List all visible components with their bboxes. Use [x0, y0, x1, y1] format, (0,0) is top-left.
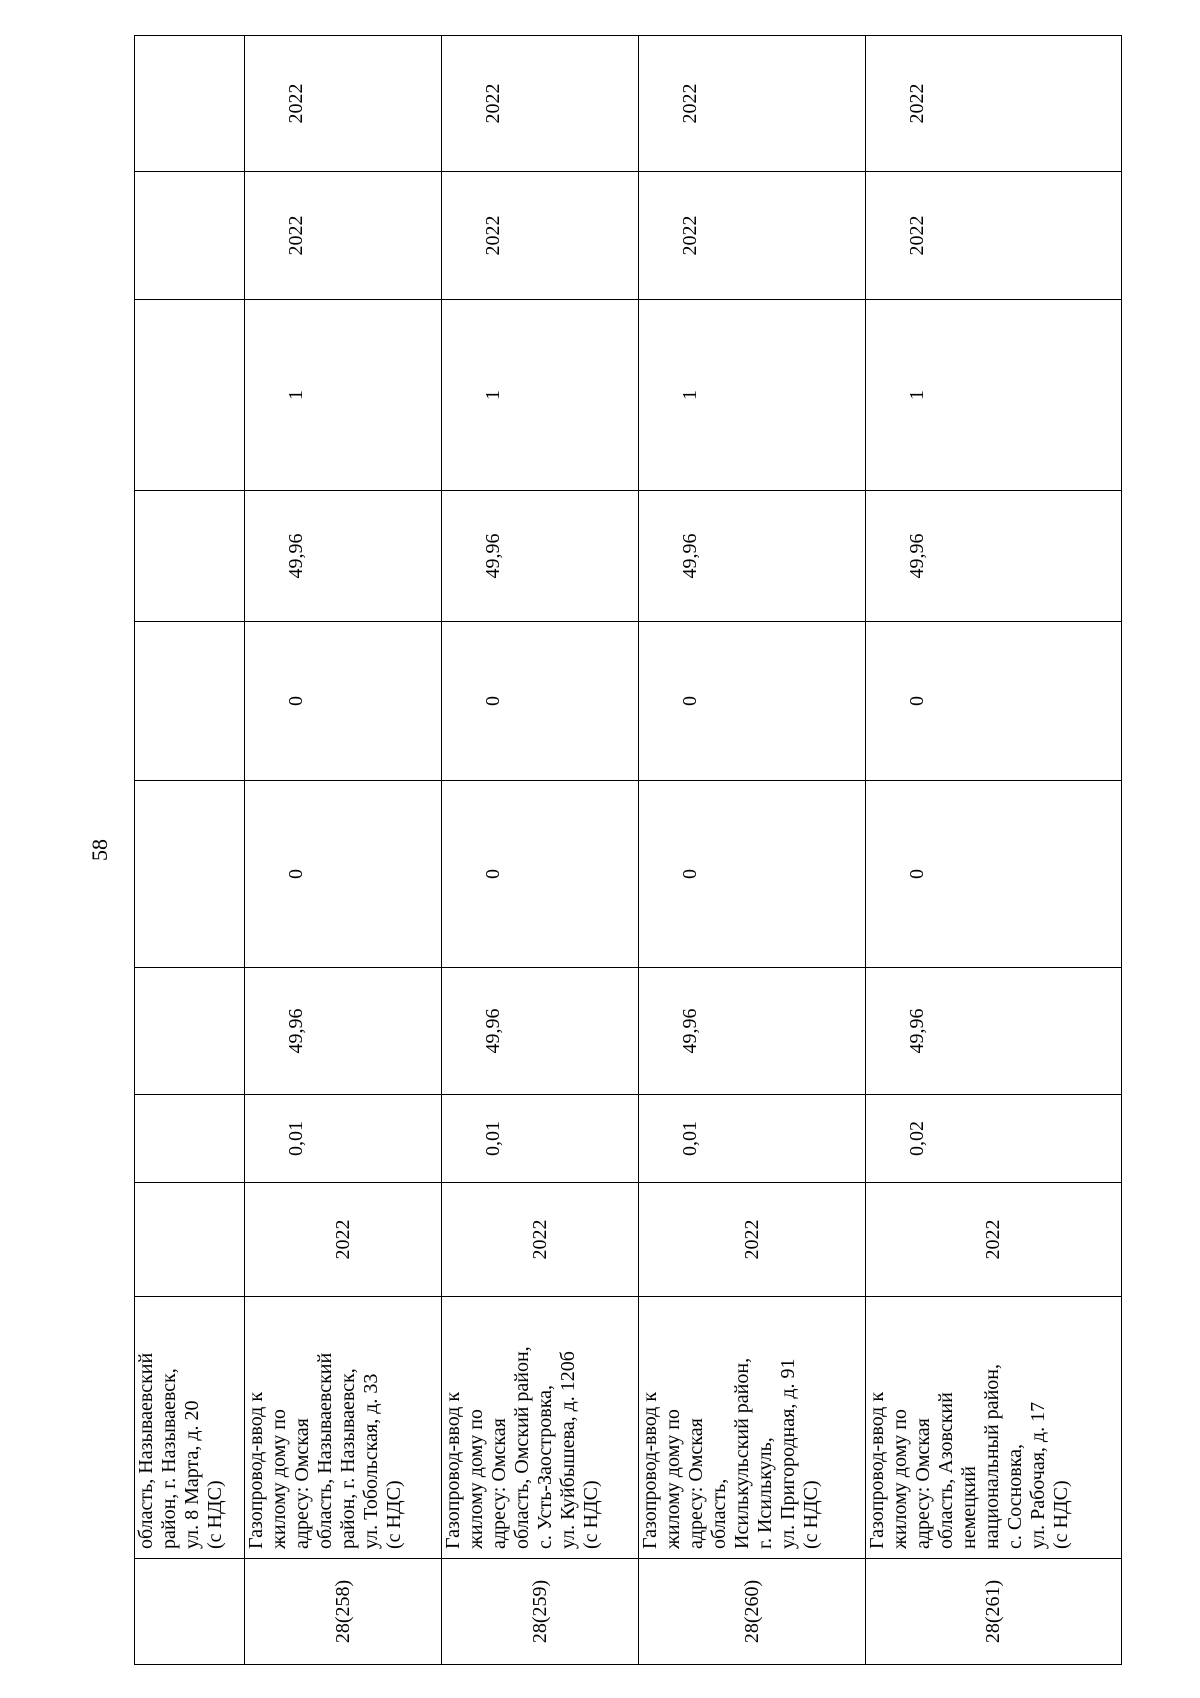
address-line: жилому дому по	[889, 1409, 911, 1549]
table-row	[245, 36, 442, 1665]
value-cell: 49,96	[639, 491, 866, 622]
end-year-cell: 2022	[245, 36, 442, 172]
address-cell	[135, 1297, 245, 1559]
start-year-cell: 2022	[245, 172, 442, 300]
address-line: Газопровод-ввод к	[639, 1391, 661, 1549]
value-cell	[135, 622, 245, 781]
value-cell: 0	[442, 781, 639, 968]
start-year-cell: 2022	[866, 172, 1122, 300]
value-cell: 49,96	[442, 968, 639, 1095]
address-line: адресу: Омская	[685, 1418, 707, 1549]
address-line: (с НДС)	[204, 1480, 226, 1549]
value-cell: 0	[639, 781, 866, 968]
address-line: Газопровод-ввод к	[245, 1391, 267, 1549]
value-cell: 49,96	[639, 968, 866, 1095]
data-table	[134, 35, 1122, 1665]
address-line: с. Сосновка,	[1004, 1443, 1026, 1549]
address-line: область, Омский район,	[511, 1346, 533, 1549]
address-line: район, г. Называевск,	[337, 1368, 359, 1549]
address-line: (с НДС)	[383, 1480, 405, 1549]
address-line: (с НДС)	[1050, 1480, 1072, 1549]
table-row	[639, 36, 866, 1665]
value-cell: 1	[639, 300, 866, 491]
address-line: немецкий	[958, 1466, 980, 1549]
year-cell: 2022	[245, 1183, 442, 1297]
value-cell: 0	[245, 622, 442, 781]
value-cell: 1	[442, 300, 639, 491]
address-line: область, Азовский	[935, 1392, 957, 1549]
value-cell: 0	[866, 781, 1122, 968]
address-line: область, Называевский	[314, 1352, 336, 1549]
year-cell: 2022	[442, 1183, 639, 1297]
value-cell	[135, 781, 245, 968]
row-number-cell: 28(261)	[866, 1559, 1122, 1665]
address-line: адресу: Омская	[291, 1418, 313, 1549]
address-line: Газопровод-ввод к	[866, 1391, 888, 1549]
value-cell	[135, 968, 245, 1095]
table-row	[866, 36, 1122, 1665]
end-year-cell: 2022	[866, 36, 1122, 172]
address-line: район, г. Называевск,	[158, 1368, 180, 1549]
value-cell	[135, 491, 245, 622]
address-line: Исилькульский район,	[731, 1357, 753, 1549]
start-year-cell: 2022	[639, 172, 866, 300]
address-line: г. Исилькуль,	[754, 1437, 776, 1549]
row-number-cell: 28(258)	[245, 1559, 442, 1665]
value-cell: 49,96	[442, 491, 639, 622]
address-line: жилому дому по	[662, 1409, 684, 1549]
value-cell: 0,02	[866, 1095, 1122, 1183]
year-cell: 2022	[866, 1183, 1122, 1297]
year-cell	[135, 1183, 245, 1297]
row-number-cell: 28(259)	[442, 1559, 639, 1665]
value-cell: 1	[245, 300, 442, 491]
address-line: Газопровод-ввод к	[442, 1391, 464, 1549]
address-line: национальный район,	[981, 1364, 1003, 1549]
value-cell: 0,01	[639, 1095, 866, 1183]
address-line: (с НДС)	[580, 1480, 602, 1549]
value-cell: 0	[442, 622, 639, 781]
start-year-cell: 2022	[442, 172, 639, 300]
address-line: ул. Куйбышева, д. 120б	[557, 1351, 579, 1549]
address-line: область, Называевский	[135, 1352, 157, 1549]
address-line: с. Усть-Заостровка,	[534, 1384, 556, 1549]
address-cell	[245, 1297, 442, 1559]
address-line: ул. Рабочая, д. 17	[1027, 1401, 1049, 1549]
row-number-cell: 28(260)	[639, 1559, 866, 1665]
end-year-cell: 2022	[442, 36, 639, 172]
year-cell: 2022	[639, 1183, 866, 1297]
address-line: ул. Тобольская, д. 33	[360, 1373, 382, 1549]
row-number-cell	[135, 1559, 245, 1665]
address-line: адресу: Омская	[912, 1418, 934, 1549]
page-number: 58	[87, 839, 112, 861]
address-cell	[866, 1297, 1122, 1559]
address-line: жилому дому по	[465, 1409, 487, 1549]
value-cell: 0	[866, 622, 1122, 781]
value-cell: 49,96	[245, 968, 442, 1095]
table-container	[134, 36, 1121, 1665]
value-cell: 49,96	[866, 491, 1122, 622]
end-year-cell: 2022	[639, 36, 866, 172]
value-cell: 49,96	[866, 968, 1122, 1095]
value-cell: 0,01	[442, 1095, 639, 1183]
end-year-cell	[135, 36, 245, 172]
address-line: адресу: Омская	[488, 1418, 510, 1549]
table-row	[135, 36, 245, 1665]
address-line: ул. Пригородная, д. 91	[777, 1358, 799, 1549]
address-cell	[639, 1297, 866, 1559]
value-cell	[135, 1095, 245, 1183]
value-cell: 0,01	[245, 1095, 442, 1183]
value-cell: 1	[866, 300, 1122, 491]
address-cell	[442, 1297, 639, 1559]
table-row	[442, 36, 639, 1665]
address-line: область,	[708, 1478, 730, 1549]
address-line: ул. 8 Марта, д. 20	[181, 1400, 203, 1549]
value-cell	[135, 300, 245, 491]
value-cell: 0	[245, 781, 442, 968]
start-year-cell	[135, 172, 245, 300]
value-cell: 0	[639, 622, 866, 781]
address-line: жилому дому по	[268, 1409, 290, 1549]
value-cell: 49,96	[245, 491, 442, 622]
address-line: (с НДС)	[800, 1480, 822, 1549]
